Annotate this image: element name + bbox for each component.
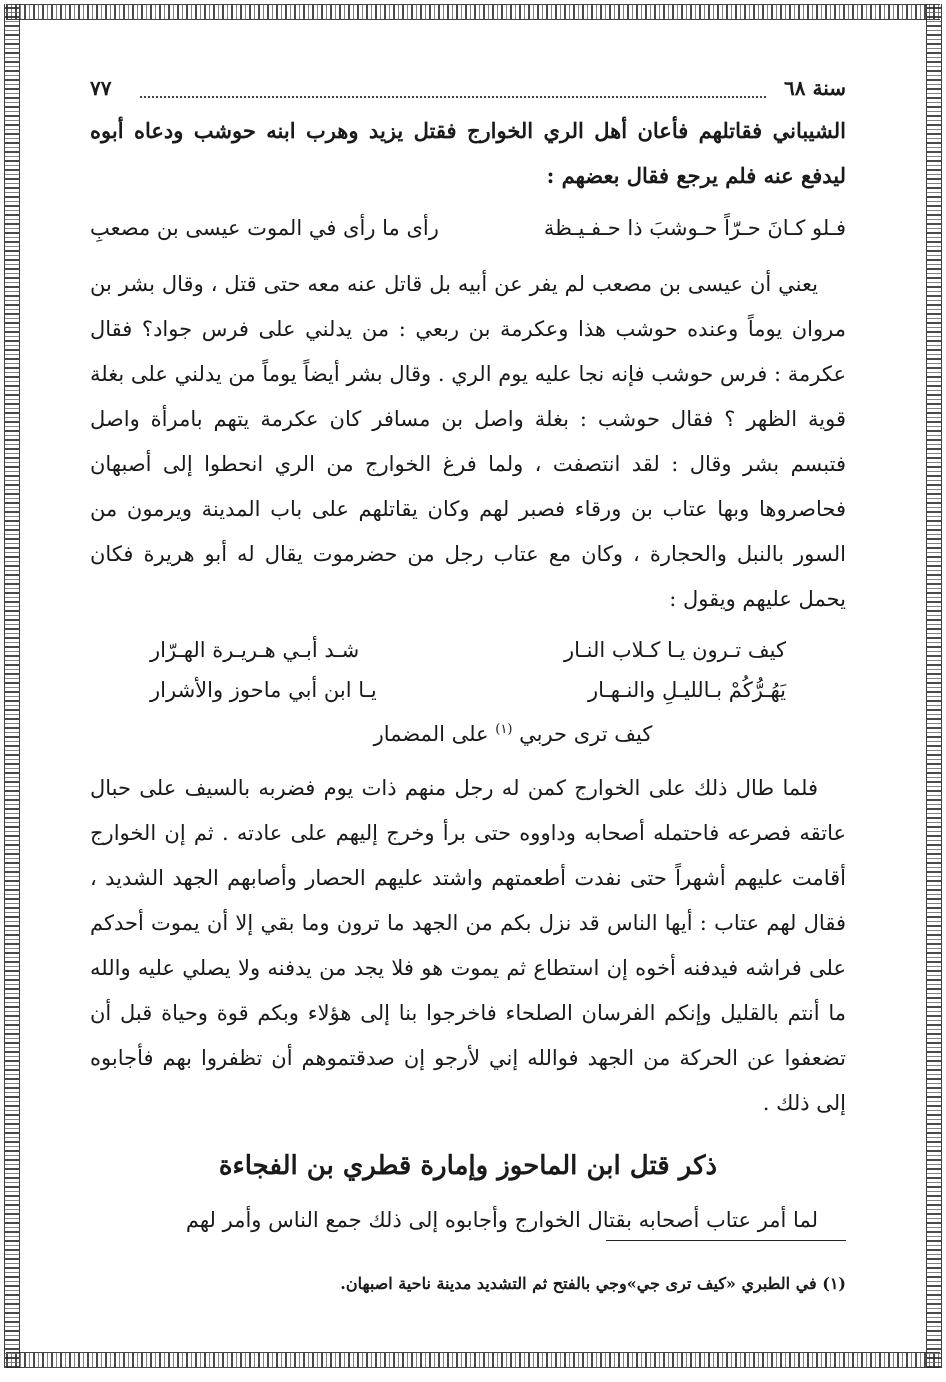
verse-second-hemistich: رأى ما رأى في الموت عيسى بن مصعبِ	[90, 216, 439, 240]
paragraph-2: يعني أن عيسى بن مصعب لم يفر عن أبيه بل قاتل عنه معه حتى قتل ، وقال بشر بن مروان يوماً وعنده حوشب هذا وعكرمة بن ربعي : من يدلني على فرس جواد؟ فقال عكرمة : فرس حوشب فإنه نجا عليه يوم الري . وقال بشر أيضاً يوماً من يدلني على بغلة قوية الظهر ؟ فقال حوشب : بغلة واصل بن مسافر كان عكرمة يتهم بامرأة واصل فتبسم بشر وقال : لقد انتصفت ، ولما فرغ الخوارج من الري انحطوا إلى أصبهان فحاصروها وبها عتاب بن ورقاء فصبر لهم وكان يقاتلهم على باب المدينة ويرمون من السور بالنبل والحجارة ، وكان مع عتاب رجل من حضرموت يقال له أبو هريرة فكان يحمل عليهم ويقول :	[90, 272, 846, 611]
page-border-left	[4, 4, 20, 1368]
poem-hemistich: شـد أبـي هـريـرة الهـرّار	[150, 638, 360, 662]
poem-hemistich: على المضمار	[373, 722, 489, 746]
running-header	[90, 72, 846, 108]
footnote-text: (١) في الطبري «كيف ترى جي»وجي بالفتح ثم التشديد مدينة ناحية اصبهان.	[340, 1274, 846, 1293]
poem-hemistich: يـا ابن أبي ماحوز والأشرار	[150, 678, 377, 702]
poem-line	[150, 670, 786, 710]
page-border-right	[926, 4, 942, 1368]
page-border-top	[6, 4, 940, 20]
page-number: ٧٧	[90, 76, 112, 100]
poem-line	[150, 710, 786, 754]
page-body	[90, 72, 846, 1243]
poem-line	[150, 630, 786, 670]
footnote-area	[100, 1240, 846, 1297]
section-title: ذكر قتل ابن الماحوز وإمارة قطري بن الفجاءة	[218, 1151, 718, 1181]
paragraph-4: لما أمر عتاب أصحابه بقتال الخوارج وأجابوه إلى ذلك جمع الناس وأمر لهم	[185, 1208, 818, 1232]
header-year: سنة ٦٨	[784, 76, 846, 100]
poem-hemistich: يَهُـرُّكُمْ بـالليـلِ والنـهـار	[588, 678, 786, 702]
verse-first-hemistich: فـلو كـانَ حـرّاً حـوشبَ ذا حـفـيـظة	[543, 216, 846, 240]
page-border-bottom	[6, 1352, 940, 1368]
paragraph-1: الشيباني فقاتلهم فأعان أهل الري الخوارج فقتل يزيد وهرب ابنه حوشب ودعاه أبوه ليدفع عنه فلم يرجع فقال بعضهم :	[90, 118, 846, 188]
footnote-marker: (١)	[495, 722, 513, 737]
verse-line	[90, 204, 846, 252]
header-dotted-leader	[140, 96, 766, 98]
poem-block	[90, 630, 846, 754]
poem-hemistich: كيف تـرون يـا كـلاب النـار	[563, 638, 786, 662]
poem-hemistich: كيف ترى حربي	[519, 722, 653, 746]
footnote-separator	[606, 1240, 846, 1241]
paragraph-3: فلما طال ذلك على الخوارج كمن له رجل منهم ذات يوم فضربه بالسيف على حبال عاتقه فصرعه فاحتمله أصحابه وداووه حتى برأ وخرج إليهم على عادته . ثم إن الخوارج أقامت عليهم أشهراً حتى نفدت أطعمتهم واشتد عليهم الحصار وأصابهم الجهد الشديد ، فقال لهم عتاب : أيها الناس قد نزل بكم من الجهد ما ترون وما بقي إلا أن يموت أحدكم على فراشه فيدفنه أخوه إن استطاع ثم يموت هو فلا يجد من يدفنه ولا يصلي عليه والله ما أنتم بالقليل وإنكم الفرسان الصلحاء فاخرجوا بنا إلى هؤلاء وبكم قوة وحياة قبل أن تضعفوا عن الحركة من الجهد فوالله إني لأرجو إن صدقتموهم أن تظفروا بهم فأجابوه إلى ذلك .	[90, 776, 846, 1115]
